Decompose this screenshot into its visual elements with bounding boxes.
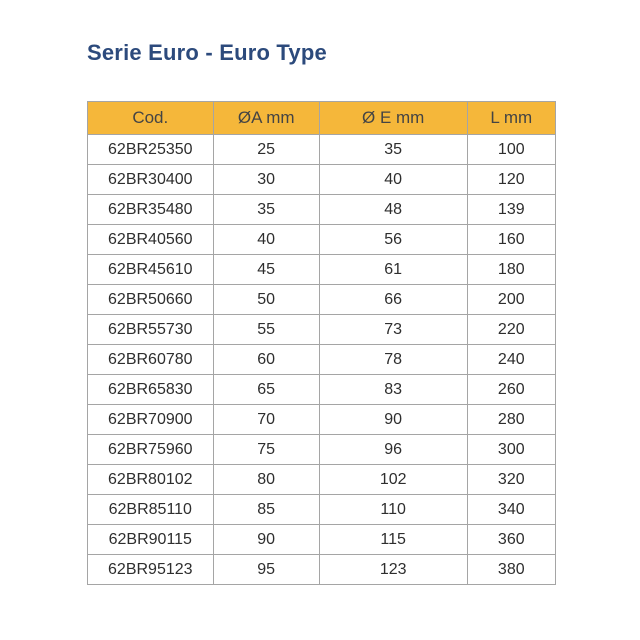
- table-header-row: [88, 102, 555, 134]
- table-row: [88, 194, 555, 224]
- cell-code: 62BR35480: [88, 194, 214, 224]
- table-row: [88, 254, 555, 284]
- cell-diameter-a: 75: [214, 434, 320, 464]
- cell-length: 200: [468, 284, 555, 314]
- cell-diameter-e: 48: [320, 194, 468, 224]
- cell-length: 100: [468, 134, 555, 164]
- cell-diameter-a: 45: [214, 254, 320, 284]
- cell-diameter-a: 70: [214, 404, 320, 434]
- cell-code: 62BR95123: [88, 554, 214, 584]
- cell-diameter-e: 110: [320, 494, 468, 524]
- table-body: [88, 134, 555, 584]
- cell-length: 120: [468, 164, 555, 194]
- cell-diameter-e: 123: [320, 554, 468, 584]
- header-diameter-a: ØA mm: [214, 102, 320, 134]
- cell-diameter-a: 80: [214, 464, 320, 494]
- cell-length: 240: [468, 344, 555, 374]
- cell-diameter-e: 78: [320, 344, 468, 374]
- cell-code: 62BR90115: [88, 524, 214, 554]
- table-row: [88, 434, 555, 464]
- cell-length: 280: [468, 404, 555, 434]
- table-row: [88, 134, 555, 164]
- table-row: [88, 224, 555, 254]
- cell-diameter-a: 90: [214, 524, 320, 554]
- cell-length: 220: [468, 314, 555, 344]
- cell-length: 340: [468, 494, 555, 524]
- cell-diameter-a: 85: [214, 494, 320, 524]
- cell-code: 62BR50660: [88, 284, 214, 314]
- cell-diameter-e: 35: [320, 134, 468, 164]
- cell-diameter-e: 96: [320, 434, 468, 464]
- header-cod: Cod.: [88, 102, 214, 134]
- cell-diameter-a: 55: [214, 314, 320, 344]
- header-length: L mm: [468, 102, 555, 134]
- cell-diameter-e: 115: [320, 524, 468, 554]
- cell-code: 62BR85110: [88, 494, 214, 524]
- cell-diameter-e: 40: [320, 164, 468, 194]
- cell-diameter-a: 30: [214, 164, 320, 194]
- cell-code: 62BR25350: [88, 134, 214, 164]
- cell-code: 62BR80102: [88, 464, 214, 494]
- cell-diameter-e: 102: [320, 464, 468, 494]
- cell-diameter-a: 35: [214, 194, 320, 224]
- cell-diameter-e: 83: [320, 374, 468, 404]
- cell-diameter-a: 40: [214, 224, 320, 254]
- cell-code: 62BR65830: [88, 374, 214, 404]
- page-title: Serie Euro - Euro Type: [87, 40, 327, 65]
- cell-diameter-e: 56: [320, 224, 468, 254]
- table-row: [88, 374, 555, 404]
- cell-diameter-e: 90: [320, 404, 468, 434]
- table-row: [88, 524, 555, 554]
- cell-code: 62BR75960: [88, 434, 214, 464]
- table-row: [88, 464, 555, 494]
- header-diameter-e: Ø E mm: [320, 102, 468, 134]
- cell-code: 62BR40560: [88, 224, 214, 254]
- cell-diameter-e: 61: [320, 254, 468, 284]
- cell-length: 160: [468, 224, 555, 254]
- cell-diameter-e: 73: [320, 314, 468, 344]
- table-row: [88, 284, 555, 314]
- cell-length: 380: [468, 554, 555, 584]
- cell-diameter-a: 95: [214, 554, 320, 584]
- spec-table: [87, 101, 556, 585]
- cell-code: 62BR45610: [88, 254, 214, 284]
- cell-code: 62BR55730: [88, 314, 214, 344]
- cell-length: 300: [468, 434, 555, 464]
- cell-length: 139: [468, 194, 555, 224]
- cell-diameter-a: 50: [214, 284, 320, 314]
- cell-length: 320: [468, 464, 555, 494]
- cell-code: 62BR30400: [88, 164, 214, 194]
- cell-diameter-a: 25: [214, 134, 320, 164]
- table-row: [88, 314, 555, 344]
- cell-diameter-a: 60: [214, 344, 320, 374]
- cell-length: 360: [468, 524, 555, 554]
- table-row: [88, 404, 555, 434]
- cell-diameter-e: 66: [320, 284, 468, 314]
- cell-code: 62BR70900: [88, 404, 214, 434]
- table-row: [88, 554, 555, 584]
- cell-length: 180: [468, 254, 555, 284]
- table-row: [88, 494, 555, 524]
- cell-code: 62BR60780: [88, 344, 214, 374]
- cell-diameter-a: 65: [214, 374, 320, 404]
- cell-length: 260: [468, 374, 555, 404]
- table-row: [88, 344, 555, 374]
- table-row: [88, 164, 555, 194]
